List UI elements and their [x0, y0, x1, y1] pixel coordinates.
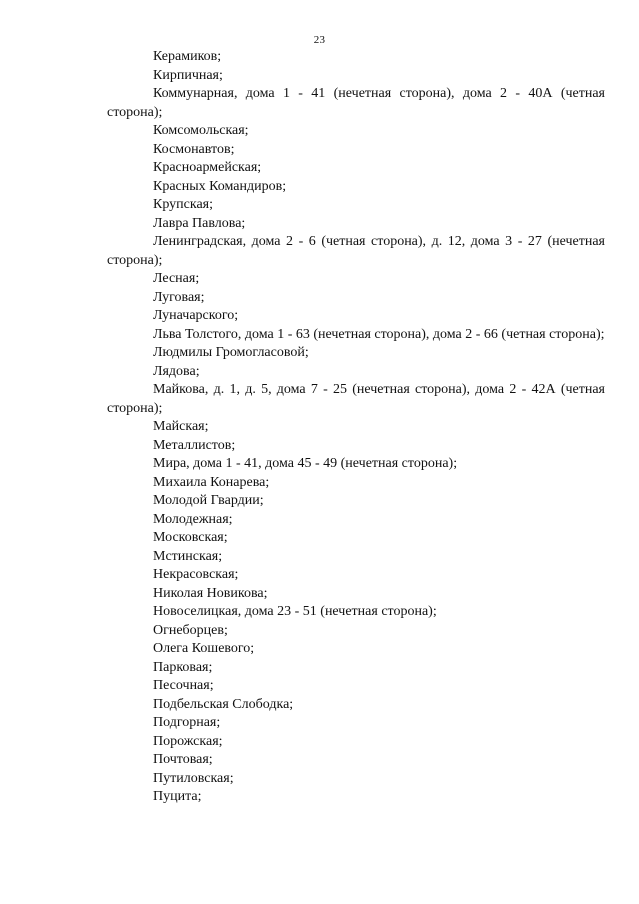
list-item: Молодежная; — [153, 511, 233, 527]
list-item: Николая Новикова; — [153, 585, 268, 601]
list-item: Космонавтов; — [153, 141, 235, 157]
list-item: Московская; — [153, 530, 228, 545]
list-item: Песочная; — [153, 678, 214, 693]
page-number: 23 — [313, 34, 326, 46]
list-item: Красноармейская; — [153, 160, 262, 175]
list-item: Льва Толстого, дома 1 - 63 (нечетная сторона), дома 2 - 66 (четная сторона); — [153, 326, 605, 342]
list-item: Почтовая; — [153, 752, 213, 767]
list-item: Луначарского; — [153, 308, 239, 323]
list-item: Лесная; — [153, 271, 200, 286]
list-item: Молодой Гвардии; — [153, 493, 264, 508]
list-item: Металлистов; — [153, 437, 236, 453]
list-item: Некрасовская; — [153, 567, 239, 582]
list-item: Олега Кошевого; — [153, 641, 255, 656]
list-item: Комсомольская; — [153, 123, 249, 138]
list-item: Мстинская; — [153, 548, 223, 564]
list-item: Лядова; — [153, 363, 200, 379]
list-item: Ленинградская, дома 2 - 6 (четная сторона), д. 12, дома 3 - 27 (нечетная сторона); — [107, 234, 605, 268]
list-item: Михаила Конарева; — [153, 474, 270, 490]
list-item: Керамиков; — [153, 49, 222, 64]
list-item: Кирпичная; — [153, 67, 223, 83]
list-item: Людмилы Громогласовой; — [153, 345, 309, 360]
list-item: Путиловская; — [153, 770, 234, 786]
list-item: Коммунарная, дома 1 - 41 (нечетная сторона), дома 2 - 40А (четная сторона); — [107, 86, 605, 120]
list-item: Мира, дома 1 - 41, дома 45 - 49 (нечетная сторона); — [153, 456, 458, 471]
list-item: Красных Командиров; — [153, 178, 287, 194]
list-item: Порожская; — [153, 733, 223, 749]
list-item: Майская; — [153, 419, 209, 434]
street-list — [107, 48, 605, 807]
list-item: Крупская; — [153, 197, 213, 212]
list-item: Майкова, д. 1, д. 5, дома 7 - 25 (нечетная сторона), дома 2 - 42А (четная сторона); — [107, 382, 605, 416]
list-item: Лавра Павлова; — [153, 215, 246, 231]
list-item: Подбельская Слободка; — [153, 696, 294, 712]
list-item: Новоселицкая, дома 23 - 51 (нечетная сторона); — [153, 604, 437, 619]
list-item: Пуцита; — [153, 789, 202, 804]
list-item: Луговая; — [153, 289, 205, 305]
list-item: Парковая; — [153, 659, 213, 675]
list-item: Подгорная; — [153, 715, 221, 730]
list-item: Огнеборцев; — [153, 622, 228, 638]
